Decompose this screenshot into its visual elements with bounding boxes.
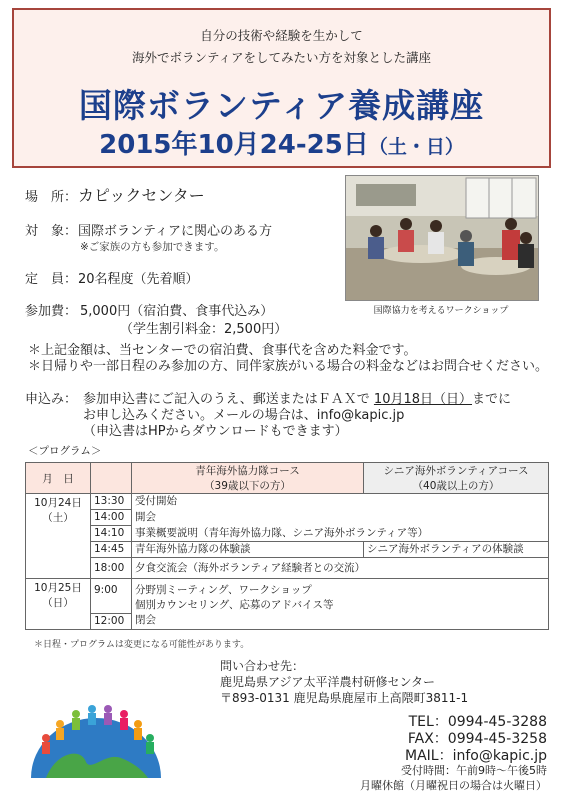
time-cell: 14:45: [91, 542, 132, 558]
col-senior-title: シニア海外ボランティアコース: [383, 465, 529, 477]
apply-line-3: （申込書はHPからダウンロードもできます）: [83, 424, 348, 439]
col-youth-sub: （39歳以下の方）: [204, 480, 291, 492]
day2-date-cell: [26, 579, 91, 630]
apply-label: 申込み：: [25, 392, 78, 407]
header-subtitle-1: 自分の技術や経験を生かして: [200, 28, 363, 43]
table-row: [26, 494, 549, 510]
day1-dow: （土）: [42, 512, 74, 524]
col-time-header: [91, 463, 132, 494]
workshop-photo: [345, 175, 539, 301]
contact-address: 〒893-0131 鹿児島県鹿屋市上高隈町3811-1: [220, 691, 469, 705]
venue-label: 場 所：: [25, 190, 78, 205]
day1-date: 10月24日: [34, 497, 82, 509]
globe-people-icon: [26, 692, 166, 780]
apply-line-2: お申し込みください。メールの場合は、info@kapic.jp: [83, 408, 405, 423]
target-note: ※ご家族の方も参加できます。: [80, 241, 225, 253]
fee-value: 5,000円（宿泊費、食事代込み）: [80, 304, 274, 319]
time-cell: 9:00: [91, 579, 132, 599]
program-heading: ＜プログラム＞: [28, 445, 102, 457]
col-youth-header: [132, 463, 364, 494]
col-date-header: 月 日: [26, 463, 91, 494]
day2-date: 10月25日: [34, 582, 82, 594]
capacity-value: 20名程度（先着順）: [78, 272, 199, 287]
event-date-main: 2015年10月24-25日: [99, 130, 369, 160]
day1-date-cell: [26, 494, 91, 579]
table-row: [26, 510, 549, 526]
time-cell: 18:00: [91, 558, 132, 579]
target-value: 国際ボランティアに関心のある方: [78, 224, 272, 239]
fee-student: （学生割引料金：2,500円）: [120, 322, 288, 337]
event-date-dow: （土・日）: [368, 136, 464, 158]
table-row: [26, 526, 549, 542]
contact-hours: 受付時間：午前9時～午後5時: [401, 764, 547, 777]
target-label: 対 象：: [25, 224, 78, 239]
table-row: [26, 542, 549, 558]
capacity-label: 定 員：: [25, 272, 78, 287]
contact-fax: FAX：0994-45-3258: [407, 731, 547, 747]
apply-text-b: までに: [472, 392, 512, 407]
event-cell: 個別カウンセリング、応募のアドバイス等: [132, 598, 549, 613]
photo-caption: 国際協力を考えるワークショップ: [373, 306, 509, 316]
program-footnote: ＊日程・プログラムは変更になる可能性があります。: [34, 640, 250, 650]
table-row: [26, 579, 549, 599]
event-cell: 分野別ミーティング、ワークショップ: [132, 579, 549, 599]
note-1: ＊上記金額は、当センターでの宿泊費、食事代を含めた料金です。: [28, 343, 417, 358]
table-row: [26, 598, 549, 613]
event-cell: 受付開始: [132, 494, 549, 510]
workshop-photo-illustration: [346, 176, 538, 300]
globe-people-logo: [26, 692, 166, 780]
header-subtitle-2: 海外でボランティアをしてみたい方を対象とした講座: [131, 50, 431, 65]
col-senior-header: [364, 463, 549, 494]
note-2: ＊日帰りや一部日程のみ参加の方、同伴家族がいる場合の料金などはお問合せください。: [28, 359, 549, 374]
program-table: [25, 462, 549, 630]
senior-event-cell: シニア海外ボランティアの体験談: [364, 542, 549, 558]
contact-tel: TEL：0994-45-3288: [408, 714, 547, 730]
contact-mail: MAIL：info@kapic.jp: [405, 748, 547, 764]
table-row: [26, 613, 549, 629]
youth-event-cell: 青年海外協力隊の体験談: [132, 542, 364, 558]
page-title: 国際ボランティア養成講座: [78, 86, 485, 125]
apply-text-a: 参加申込書にご記入のうえ、郵送またはＦＡＸで: [83, 392, 370, 407]
time-cell: 14:10: [91, 526, 132, 542]
apply-deadline: 10月18日（日）: [373, 392, 473, 407]
day2-dow: （日）: [42, 597, 74, 609]
time-cell: 12:00: [91, 613, 132, 629]
event-cell: 夕食交流会（海外ボランティア経験者との交流）: [132, 558, 549, 579]
table-row: [26, 558, 549, 579]
event-cell: 開会: [132, 510, 549, 526]
venue-value: カピックセンター: [78, 186, 205, 205]
header-banner: [12, 8, 551, 168]
event-cell: 閉会: [132, 613, 549, 629]
time-cell: 14:00: [91, 510, 132, 526]
time-cell: [91, 598, 132, 613]
contact-closed: 月曜休館（月曜祝日の場合は火曜日）: [360, 779, 547, 792]
fee-label: 参加費：: [25, 304, 78, 319]
event-cell: 事業概要説明（青年海外協力隊、シニア海外ボランティア等）: [132, 526, 549, 542]
event-date: [14, 124, 549, 161]
time-cell: 13:30: [91, 494, 132, 510]
contact-org: 鹿児島県アジア太平洋農村研修センター: [220, 675, 436, 689]
col-youth-title: 青年海外協力隊コース: [195, 465, 300, 477]
col-senior-sub: （40歳以上の方）: [412, 480, 500, 492]
contact-label: 問い合わせ先：: [220, 659, 305, 673]
